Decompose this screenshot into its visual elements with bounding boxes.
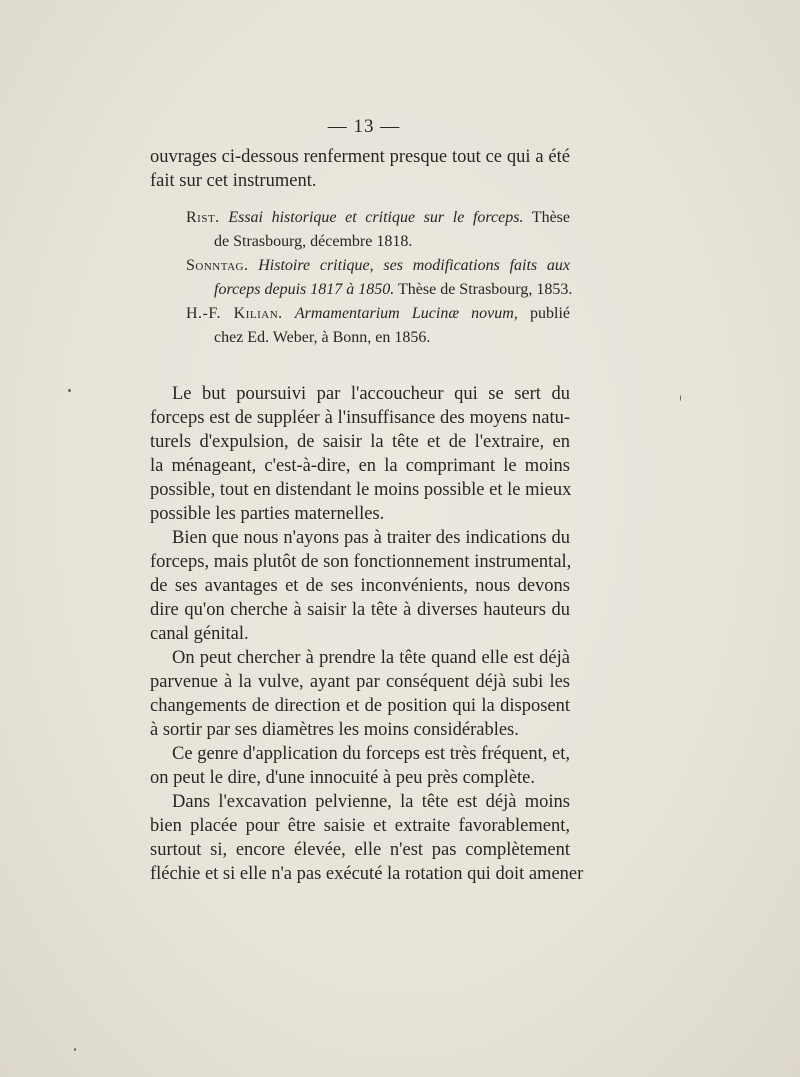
intro-line: fait sur cet instrument.: [150, 171, 317, 191]
body-line: parvenue à la vulve, ayant par conséquent déjà subi les: [150, 672, 570, 692]
reference-title-cont: forceps depuis 1817 à 1850.: [214, 281, 395, 298]
page-number: — 13 —: [327, 116, 401, 137]
reference-title: Histoire critique, ses modifications faits aux: [258, 257, 570, 274]
body-line: dire qu'on cherche à saisir la tête à diverses hauteurs du: [150, 600, 570, 620]
reference-rest: Thèse de Strasbourg, 1853.: [394, 281, 573, 298]
reference-1-cont: de Strasbourg, décembre 1818.: [214, 233, 413, 250]
body-line: de ses avantages et de ses inconvénients, nous devons: [150, 576, 570, 596]
body-line: fléchie et si elle n'a pas exécuté la rotation qui doit amener: [150, 864, 584, 884]
body-line: On peut chercher à prendre la tête quand elle est déjà: [172, 648, 570, 668]
body-line: bien placée pour être saisie et extraite favorablement,: [150, 816, 570, 836]
reference-author: H.-F. Kilian.: [186, 305, 283, 322]
intro-line: ouvrages ci-dessous renferment presque tout ce qui a été: [150, 147, 570, 167]
body-line: surtout si, encore élevée, elle n'est pas complètement: [150, 840, 570, 860]
paper-speck: [74, 1048, 76, 1051]
body-line: on peut le dire, d'une innocuité à peu près complète.: [150, 768, 536, 788]
body-line: canal génital.: [150, 624, 249, 644]
reference-rest: publié: [517, 305, 571, 322]
body-line: changements de direction et de position qui la disposent: [150, 696, 570, 716]
reference-3: [186, 302, 570, 326]
body-line: Bien que nous n'ayons pas à traiter des indications du: [172, 528, 570, 548]
body-line: turels d'expulsion, de saisir la tête et de l'extraire, en: [150, 432, 570, 452]
reference-title: Essai historique et critique sur le forceps.: [228, 209, 524, 226]
reference-author: Sonntag.: [186, 257, 249, 274]
reference-2: [186, 254, 570, 278]
body-line: Ce genre d'application du forceps est très fréquent, et,: [172, 744, 570, 764]
body-line: à sortir par ses diamètres les moins considérables.: [150, 720, 519, 740]
body-line: la ménageant, c'est-à-dire, en la comprimant le moins: [150, 456, 570, 476]
reference-rest: Thèse: [523, 209, 571, 226]
paper-speck: [68, 389, 71, 392]
reference-title: Armamentarium Lucinæ novum,: [294, 305, 518, 322]
paper-speck: [680, 395, 681, 401]
reference-1: [186, 206, 570, 230]
body-line: Dans l'excavation pelvienne, la tête est déjà moins: [172, 792, 570, 812]
body-line: possible les parties maternelles.: [150, 504, 385, 524]
reference-3-cont: chez Ed. Weber, à Bonn, en 1856.: [214, 329, 431, 346]
reference-author: Rist.: [186, 209, 220, 226]
body-line: forceps est de suppléer à l'insuffisance des moyens natu-: [150, 408, 570, 428]
body-line: Le but poursuivi par l'accoucheur qui se sert du: [172, 384, 570, 404]
body-line: forceps, mais plutôt de son fonctionnement instrumental,: [150, 552, 572, 572]
reference-2-cont: [214, 278, 573, 302]
body-line: possible, tout en distendant le moins possible et le mieux: [150, 480, 572, 500]
